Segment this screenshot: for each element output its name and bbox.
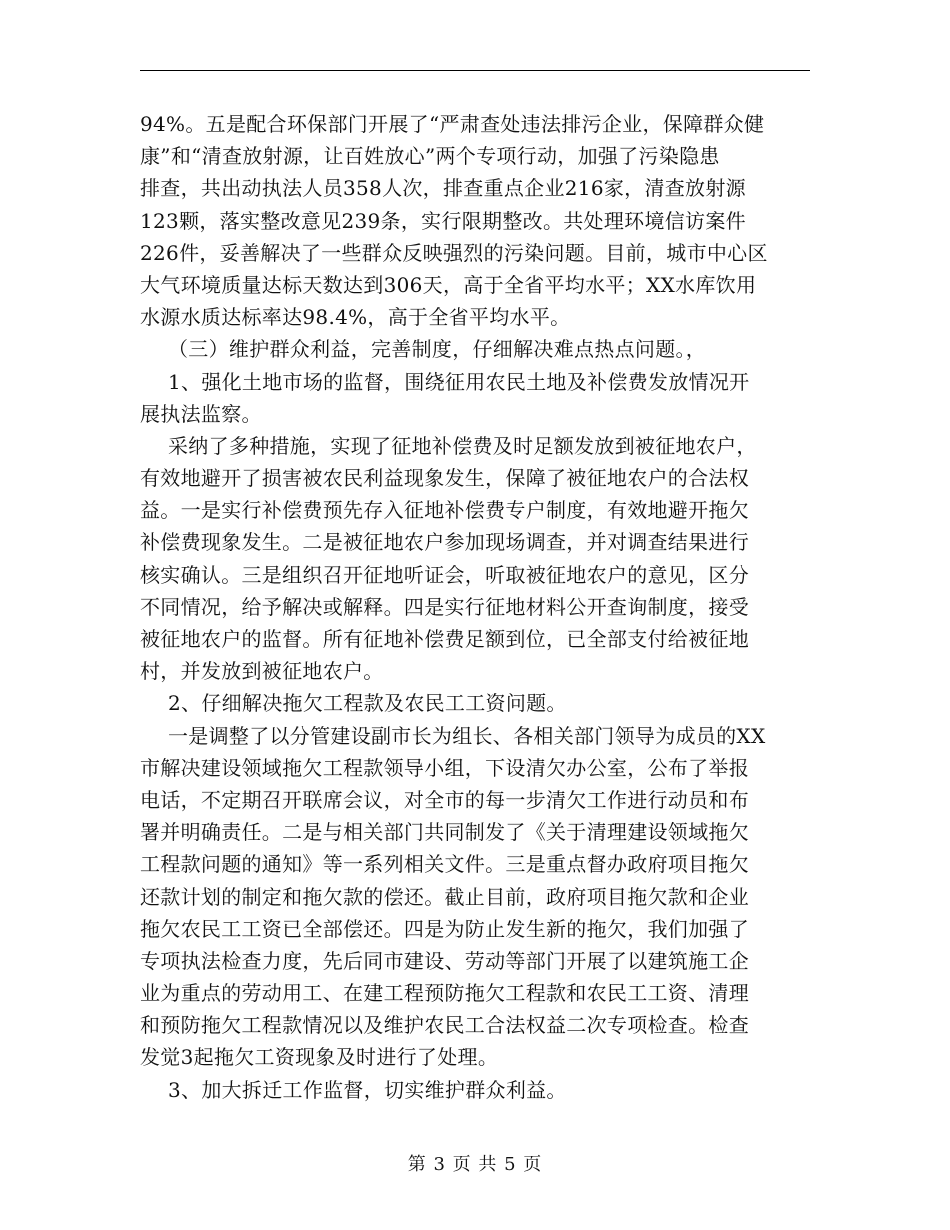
text-line: 展执法监察。 <box>140 401 262 426</box>
text-line: 2、仔细解决拖欠工程款及农民工工资问题。 <box>168 691 567 716</box>
text-line: 电话，不定期召开联席会议，对全市的每一步清欠工作进行动员和布 <box>140 787 749 812</box>
text-line: 专项执法检查力度，先后同市建设、劳动等部门开展了以建筑施工企 <box>140 948 749 973</box>
text-line: 工程款问题的通知》等一系列相关文件。三是重点督办政府项目拖欠 <box>140 852 749 877</box>
text-line: 署并明确责任。二是与相关部门共同制发了《关于清理建设领域拖欠 <box>140 820 749 845</box>
text-line: 核实确认。三是组织召开征地听证会，听取被征地农户的意见，区分 <box>140 562 749 587</box>
text-line: 226件，妥善解决了一些群众反映强烈的污染问题。目前，城市中心区 <box>140 240 768 265</box>
text-line: 康”和“清查放射源，让百姓放心”两个专项行动，加强了污染隐患 <box>140 144 720 169</box>
text-line: （三）维护群众利益，完善制度，仔细解决难点热点问题。， <box>168 337 707 362</box>
text-line: 发觉3起拖欠工资现象及时进行了处理。 <box>140 1045 499 1070</box>
text-line: 123颗，落实整改意见239条，实行限期整改。共处理环境信访案件 <box>140 208 746 233</box>
text-line: 业为重点的劳动用工、在建工程预防拖欠工程款和农民工工资、清理 <box>140 981 749 1006</box>
text-line: 排查，共出动执法人员358人次，排查重点企业216家，清查放射源 <box>140 176 746 201</box>
text-line: 大气环境质量达标天数达到306天，高于全省平均水平；XX水库饮用 <box>140 272 757 297</box>
header-rule <box>140 70 810 71</box>
text-line: 有效地避开了损害被农民利益现象发生，保障了被征地农户的合法权 <box>140 466 749 491</box>
text-line: 不同情况，给予解决或解释。四是实行征地材料公开查询制度，接受 <box>140 594 749 619</box>
text-line: 村，并发放到被征地农户。 <box>140 659 384 684</box>
text-line: 和预防拖欠工程款情况以及维护农民工合法权益二次专项检查。检查 <box>140 1013 749 1038</box>
text-line: 采纳了多种措施，实现了征地补偿费及时足额发放到被征地农户， <box>168 433 757 458</box>
text-line: 水源水质达标率达98.4%，高于全省平均水平。 <box>140 305 571 330</box>
text-line: 市解决建设领域拖欠工程款领导小组，下设清欠办公室，公布了举报 <box>140 755 749 780</box>
text-line: 还款计划的制定和拖欠款的偿还。截止目前，政府项目拖欠款和企业 <box>140 884 749 909</box>
text-line: 1、强化土地市场的监督，围绕征用农民土地及补偿费发放情况开 <box>168 369 750 394</box>
text-line: 拖欠农民工工资已全部偿还。四是为防止发生新的拖欠，我们加强了 <box>140 916 749 941</box>
text-line: 94%。五是配合环保部门开展了“严肃查处违法排污企业，保障群众健 <box>140 112 765 136</box>
page-number: 第 3 页 共 5 页 <box>407 1154 543 1175</box>
text-line: 一是调整了以分管建设副市长为组长、各相关部门领导为成员的XX <box>168 723 766 748</box>
document-body <box>140 108 810 1106</box>
text-line: 补偿费现象发生。二是被征地农户参加现场调查，并对调查结果进行 <box>140 530 749 555</box>
text-line: 3、加大拆迁工作监督，切实维护群众利益。 <box>168 1077 567 1102</box>
text-line: 被征地农户的监督。所有征地补偿费足额到位，已全部支付给被征地 <box>140 627 749 651</box>
text-line: 益。一是实行补偿费预先存入征地补偿费专户制度，有效地避开拖欠 <box>140 498 749 523</box>
